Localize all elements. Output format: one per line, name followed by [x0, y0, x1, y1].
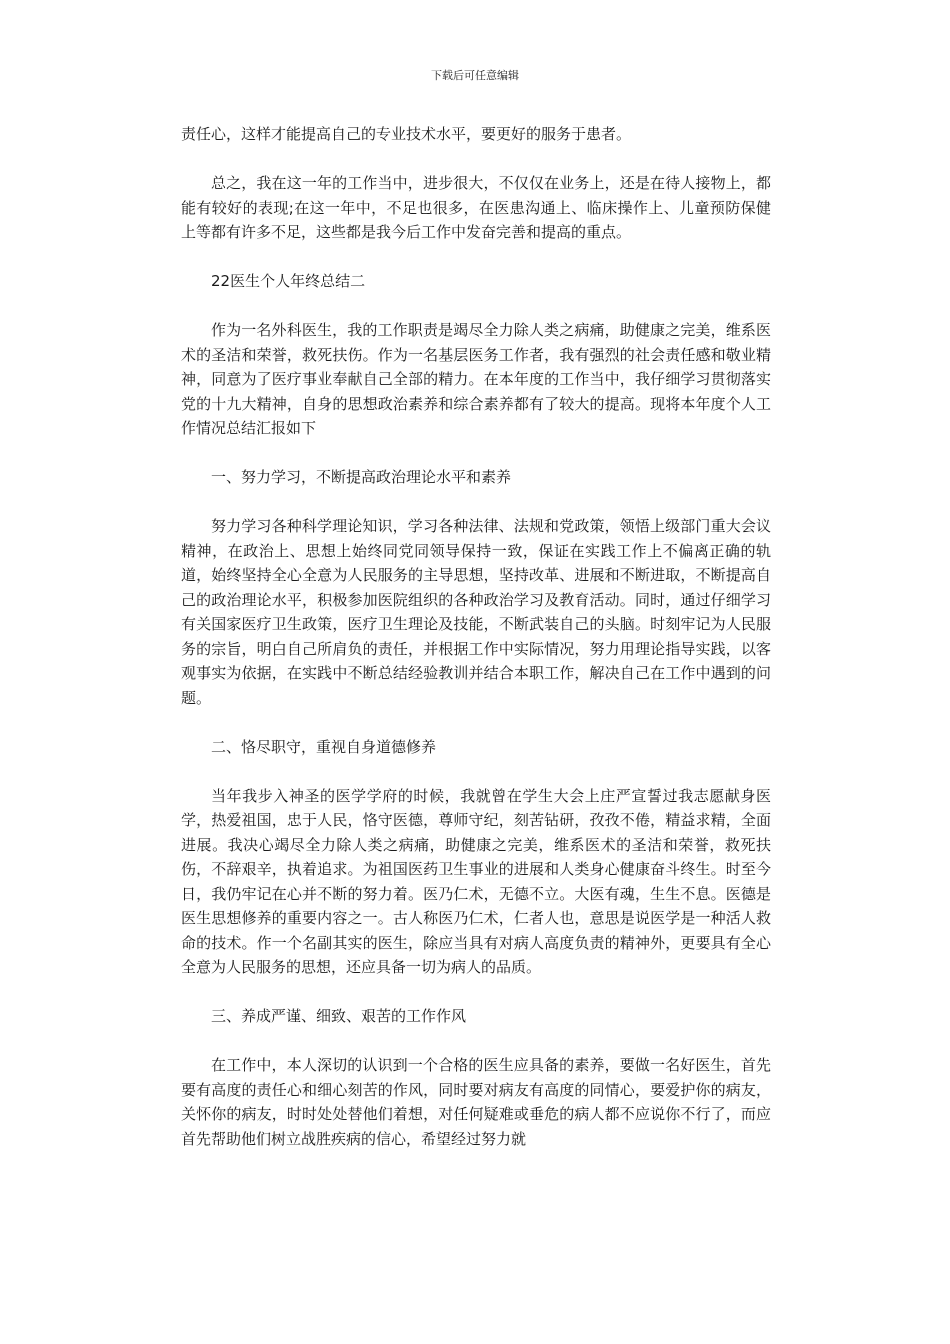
- paragraph-continuation: 责任心，这样才能提高自己的专业技术水平，要更好的服务于患者。: [181, 125, 632, 143]
- document-body: [181, 122, 771, 1176]
- section-title: 22医生个人年终总结二: [211, 272, 366, 290]
- paragraph-summary: 总之，我在这一年的工作当中，进步很大，不仅仅在业务上，还是在待人接物上，都能有较好的表现;在这一年中，不足也很多，在医患沟通上、临床操作上、儿童预防保健上等都有许多不足，这些都是我今后工作中发奋完善和提高的重点。: [181, 174, 771, 241]
- paragraph-section-1: 努力学习各种科学理论知识，学习各种法律、法规和党政策，领悟上级部门重大会议精神，在政治上、思想上始终同党同领导保持一致，保证在实践工作上不偏离正确的轨道，始终坚持全心全意为人民服务的主导思想，坚持改革、进展和不断进取，不断提高自己的政治理论水平，积极参加医院组织的各种政治学习及教育活动。同时，通过仔细学习有关国家医疗卫生政策，医疗卫生理论及技能，不断武装自己的头脑。时刻牢记为人民服务的宗旨，明白自己所肩负的责任，并根据工作中实际情况，努力用理论指导实践，以客观事实为依据，在实践中不断总结经验教训并结合本职工作，解决自己在工作中遇到的问题。: [181, 517, 771, 707]
- paragraph-intro: 作为一名外科医生，我的工作职责是竭尽全力除人类之病痛，助健康之完美，维系医术的圣洁和荣誉，救死扶伤。作为一名基层医务工作者，我有强烈的社会责任感和敬业精神，同意为了医疗事业奉献自己全部的精力。在本年度的工作当中，我仔细学习贯彻落实党的十九大精神，自身的思想政治素养和综合素养都有了较大的提高。现将本年度个人工作情况总结汇报如下: [181, 321, 771, 437]
- section-heading-1: 一、努力学习，不断提高政治理论水平和素养: [211, 468, 512, 486]
- paragraph-section-2: 当年我步入神圣的医学学府的时候，我就曾在学生大会上庄严宣誓过我志愿献身医学，热爱祖国，忠于人民，恪守医德，尊师守纪，刻苦钻研，孜孜不倦，精益求精，全面进展。我决心竭尽全力除人类之病痛，助健康之完美，维系医术的圣洁和荣誉，救死扶伤，不辞艰辛，执着追求。为祖国医药卫生事业的进展和人类身心健康奋斗终生。时至今日，我仍牢记在心并不断的努力着。医乃仁术，无德不立。大医有魂，生生不息。医德是医生思想修养的重要内容之一。古人称医乃仁术，仁者人也，意思是说医学是一种活人救命的技术。作一个名副其实的医生，除应当具有对病人高度负责的精神外，更要具有全心全意为人民服务的思想，还应具备一切为病人的品质。: [181, 786, 771, 976]
- section-heading-2: 二、恪尽职守，重视自身道德修养: [211, 737, 437, 756]
- page-header: 下载后可任意编辑: [431, 69, 519, 82]
- section-heading-3: 三、养成严谨、细致、艰苦的工作作风: [211, 1007, 467, 1025]
- paragraph-section-3: 在工作中，本人深切的认识到一个合格的医生应具备的素养，要做一名好医生，首先要有高度的责任心和细心刻苦的作风，同时要对病友有高度的同情心，要爱护你的病友，关怀你的病友，时时处处替他们着想，对任何疑难或垂危的病人都不应说你不行了，而应首先帮助他们树立战胜疾病的信心，希望经过努力就: [181, 1056, 771, 1148]
